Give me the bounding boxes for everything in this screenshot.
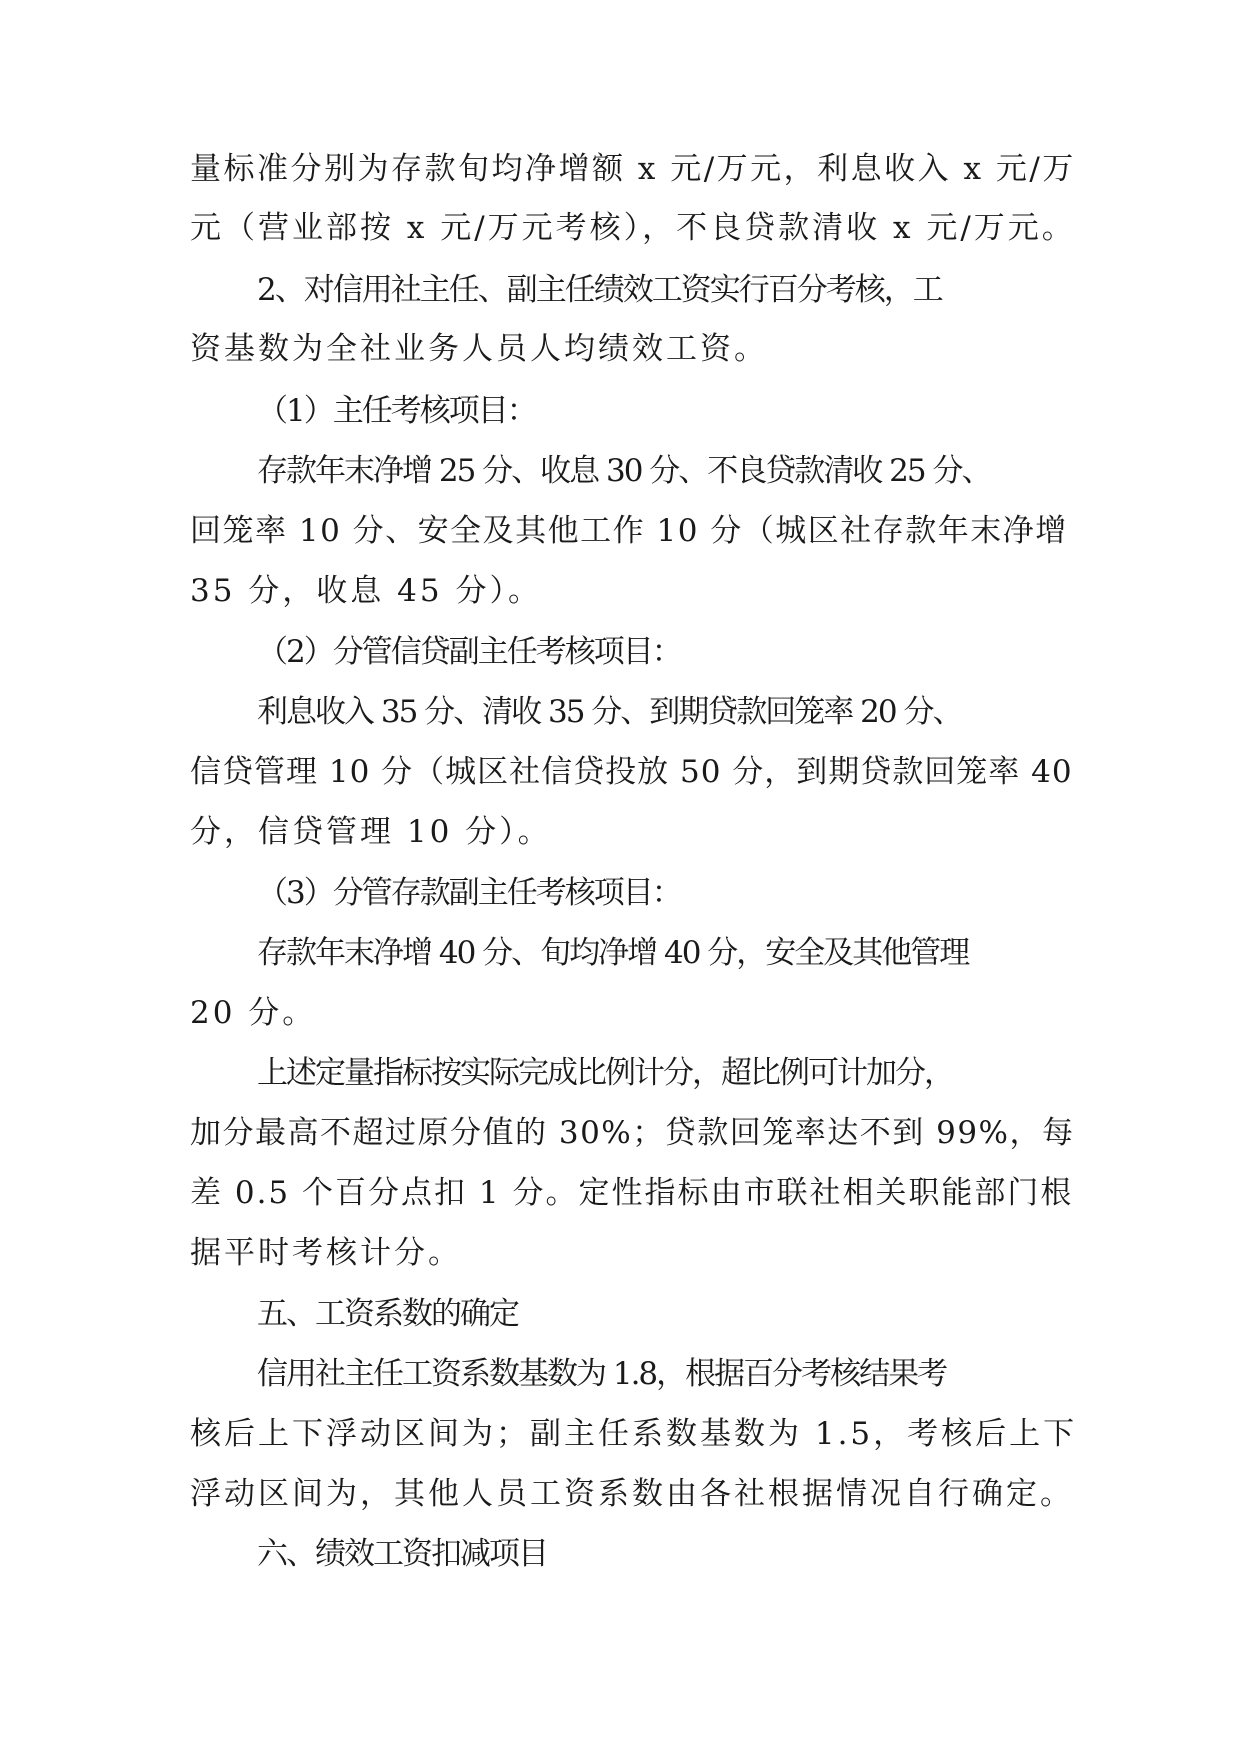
text-line: 浮动区间为，其他人员工资系数由各社根据情况自行确定。 (190, 1476, 1074, 1512)
text-line: 差 0.5 个百分点扣 1 分。定性指标由市联社相关职能部门根 (190, 1175, 1074, 1211)
paragraph-line: 存款年末净增 40 分、旬均净增 40 分，安全及其他管理 (257, 935, 969, 971)
paragraph-line: 存款年末净增 25 分、收息 30 分、不良贷款清收 25 分、 (257, 453, 991, 489)
text-line: 35 分，收息 45 分）。 (190, 573, 542, 609)
text-line: 信贷管理 10 分（城区社信贷投放 50 分，到期贷款回笼率 40 (190, 754, 1073, 790)
section-heading: 六、绩效工资扣减项目 (257, 1536, 547, 1572)
text-line: 加分最高不超过原分值的 30%；贷款回笼率达不到 99%，每 (190, 1115, 1075, 1151)
text-line: 量标准分别为存款旬均净增额 x 元/万元，利息收入 x 元/万 (190, 151, 1076, 187)
paragraph-line: 上述定量指标按实际完成比例计分，超比例可计加分， (257, 1055, 953, 1091)
text-line: 20 分。 (190, 995, 317, 1031)
paragraph-line: 信用社主任工资系数基数为 1.8，根据百分考核结果考 (257, 1356, 947, 1392)
section-heading: 五、工资系数的确定 (257, 1296, 518, 1332)
paragraph-line: 2、对信用社主任、副主任绩效工资实行百分考核，工 (257, 272, 942, 308)
text-line: 元（营业部按 x 元/万元考核），不良贷款清收 x 元/万元。 (190, 210, 1076, 246)
paragraph-line: 利息收入 35 分、清收 35 分、到期贷款回笼率 20 分、 (257, 694, 962, 730)
text-line: 核后上下浮动区间为；副主任系数基数为 1.5，考核后上下 (190, 1416, 1078, 1452)
text-line: 据平时考核计分。 (190, 1235, 462, 1271)
subheading-1: （1）主任考核项目： (257, 393, 536, 429)
subheading-2: （2）分管信贷副主任考核项目： (257, 634, 681, 670)
subheading-3: （3）分管存款副主任考核项目： (257, 875, 681, 911)
text-line: 回笼率 10 分、安全及其他工作 10 分（城区社存款年末净增 (190, 513, 1068, 549)
text-line: 分，信贷管理 10 分）。 (190, 814, 552, 850)
text-line: 资基数为全社业务人员人均绩效工资。 (190, 331, 768, 367)
